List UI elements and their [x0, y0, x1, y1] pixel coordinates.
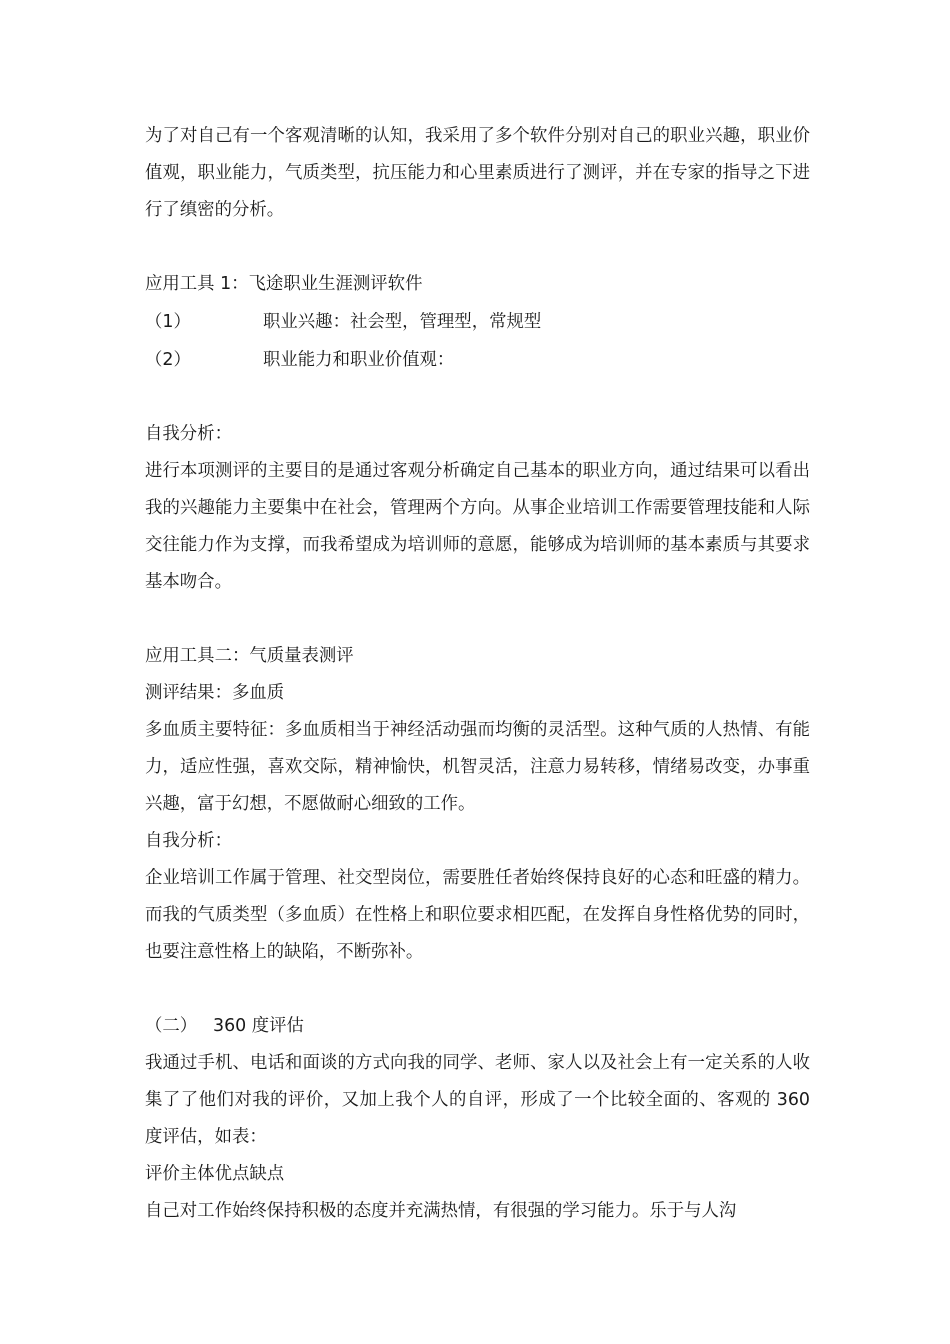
section2-heading — [145, 1008, 810, 1045]
item-number: （2） — [145, 350, 191, 370]
document-page — [145, 118, 810, 1230]
spacer — [145, 601, 810, 638]
section-title: 360 度评估 — [213, 1016, 304, 1036]
item-text: 职业能力和职业价值观： — [263, 350, 455, 370]
spacer — [145, 229, 810, 266]
tool1-title: 应用工具 1：飞途职业生涯测评软件 — [145, 274, 423, 294]
section2-paragraph: 我通过手机、电话和面谈的方式向我的同学、老师、家人以及社会上有一定关系的人收集了了他们对我的评价，又加上我个人的自评，形成了一个比较全面的、客观的 360 度评估，如表： — [145, 1053, 810, 1147]
intro-paragraph: 为了对自己有一个客观清晰的认知，我采用了多个软件分别对自己的职业兴趣，职业价值观，职业能力，气质类型，抗压能力和心里素质进行了测评，并在专家的指导之下进行了缜密的分析。 — [145, 126, 810, 220]
spacer — [145, 971, 810, 1008]
section-number: （二） — [145, 1016, 198, 1036]
tool2-features-paragraph: 多血质主要特征：多血质相当于神经活动强而均衡的灵活型。这种气质的人热情、有能力，适应性强，喜欢交际，精神愉快，机智灵活，注意力易转移，情绪易改变，办事重兴趣，富于幻想，不愿做耐心细致的工作。 — [145, 720, 810, 814]
analysis1-label: 自我分析： — [145, 424, 232, 444]
item-text: 职业兴趣：社会型，管理型，常规型 — [263, 312, 542, 332]
tool1-item-2 — [145, 341, 810, 379]
table-header-text: 评价主体优点缺点 — [145, 1164, 285, 1184]
tool2-result: 测评结果：多血质 — [145, 683, 285, 703]
last-line-text: 自己对工作始终保持积极的态度并充满热情，有很强的学习能力。乐于与人沟 — [145, 1201, 737, 1221]
item-number: （1） — [145, 312, 191, 332]
tool2-analysis-label: 自我分析： — [145, 831, 232, 851]
analysis1-paragraph: 进行本项测评的主要目的是通过客观分析确定自己基本的职业方向，通过结果可以看出我的兴趣能力主要集中在社会，管理两个方向。从事企业培训工作需要管理技能和人际交往能力作为支撑，而我希望成为培训师的意愿，能够成为培训师的基本素质与其要求基本吻合。 — [145, 461, 810, 592]
tool2-analysis-paragraph: 企业培训工作属于管理、社交型岗位，需要胜任者始终保持良好的心态和旺盛的精力。而我的气质类型（多血质）在性格上和职位要求相匹配，在发挥自身性格优势的同时，也要注意性格上的缺陷，不断弥补。 — [145, 868, 810, 962]
tool2-title: 应用工具二：气质量表测评 — [145, 646, 354, 666]
spacer — [145, 379, 810, 416]
tool1-item-1 — [145, 303, 810, 341]
